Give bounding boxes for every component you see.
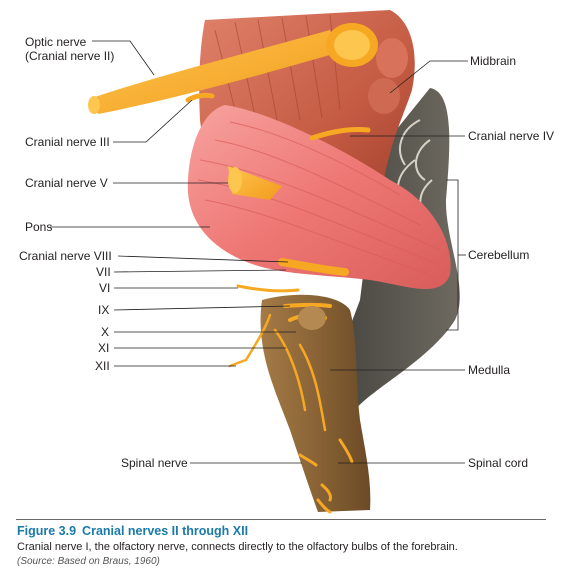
label-optic-nerve-sub: (Cranial nerve II) <box>25 49 115 63</box>
caption-body: Cranial nerve I, the olfactory nerve, connects directly to the olfactory bulbs of the forebrain. <box>17 541 458 553</box>
figure-caption <box>17 523 547 569</box>
cn6-shape <box>238 286 298 291</box>
jugular-ganglion <box>298 306 326 330</box>
label-cn5: Cranial nerve V <box>25 176 108 190</box>
label-cn10: X <box>101 325 110 339</box>
caption-figure-number: Figure 3.9 <box>17 524 77 538</box>
label-cn8: Cranial nerve VIII <box>19 249 112 263</box>
colliculus-lower <box>368 78 400 114</box>
label-cerebellum: Cerebellum <box>468 248 530 262</box>
label-cn6: VI <box>99 281 111 295</box>
optic-nerve-end <box>88 96 100 114</box>
label-spinal-nerve: Spinal nerve <box>121 456 188 470</box>
caption-title: Cranial nerves II through XII <box>82 524 249 538</box>
label-pons: Pons <box>25 220 53 234</box>
label-midbrain: Midbrain <box>470 54 517 68</box>
label-cn12: XII <box>95 359 110 373</box>
label-cn3: Cranial nerve III <box>25 135 110 149</box>
label-cn11: XI <box>98 341 110 355</box>
label-cn7: VII <box>96 265 111 279</box>
optic-chiasm-cut <box>334 30 370 60</box>
colliculus-upper <box>376 38 408 78</box>
caption-divider <box>16 519 546 520</box>
caption-source: (Source: Based on Braus, 1960) <box>17 556 160 567</box>
cn5-end <box>228 167 242 193</box>
label-medulla: Medulla <box>468 363 511 377</box>
label-optic-nerve: Optic nerve <box>25 35 87 49</box>
label-cn4: Cranial nerve IV <box>468 129 555 143</box>
label-spinal-cord: Spinal cord <box>468 456 529 470</box>
caption-title-line <box>17 523 547 540</box>
label-cn9: IX <box>98 303 110 317</box>
